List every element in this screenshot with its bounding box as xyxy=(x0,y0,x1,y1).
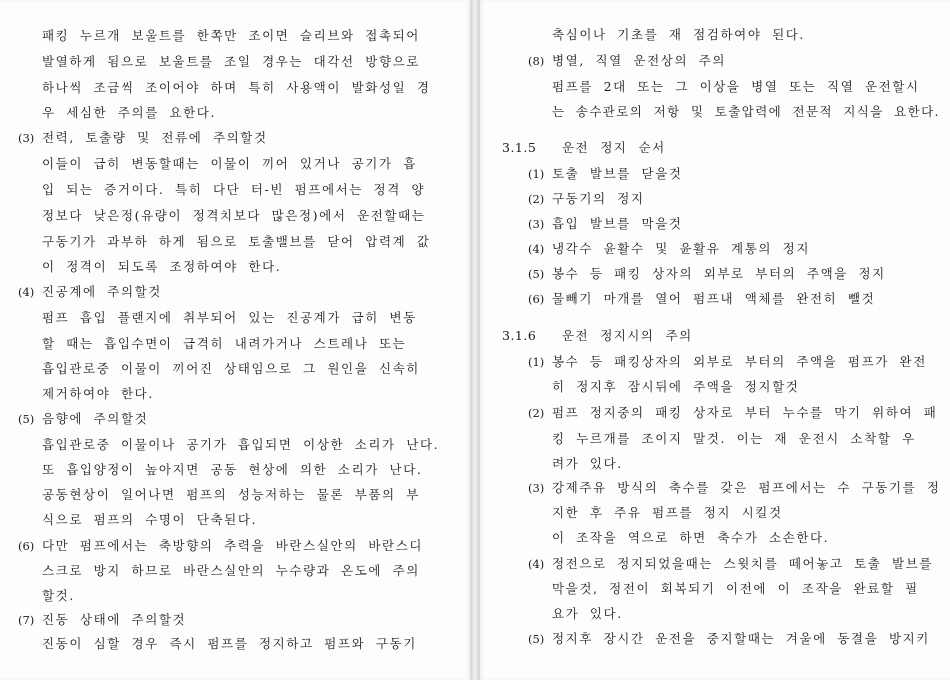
text-line: 지한 후 주유 펌프를 정지 시킬것 xyxy=(552,505,783,520)
text-line: 구동기가 과부하 하게 됨으로 토출밸브를 닫어 압력계 값 xyxy=(42,234,431,249)
text-line: 식으로 펌프의 수명이 단축된다. xyxy=(42,512,258,527)
text-line: 는 송수관로의 저항 및 토출압력에 전문적 지식을 요한다. xyxy=(552,104,940,119)
text-line: 할 때는 흡입수면이 급격히 내려가거나 스트레나 또는 xyxy=(42,336,407,351)
left-page xyxy=(0,0,470,680)
text-line: 정보다 낮은정(유량이 정격치보다 많은정)에서 운전할때는 xyxy=(42,208,426,223)
text-line: 진동이 심할 경우 즉시 펌프를 정지하고 펌프와 구동기 xyxy=(42,636,417,651)
item-marker: (4) xyxy=(18,285,35,299)
step-item: 물빼기 마개를 열어 펌프내 액체를 완전히 뺄것 xyxy=(552,291,876,306)
text-line: 발열하게 됨으로 보울트를 조일 경우는 대각선 방향으로 xyxy=(42,54,420,69)
text-line: 강제주유 방식의 축수를 갖은 펌프에서는 수 구동기를 정 xyxy=(552,480,941,495)
text-line: 이 정격이 되도록 조정하여야 한다. xyxy=(42,259,282,274)
step-item: 봉수 등 패킹 상자의 외부로 부터의 주액을 정지 xyxy=(552,266,886,281)
item-marker: (8) xyxy=(528,54,545,68)
text-line: 축심이나 기초를 재 점검하여야 된다. xyxy=(552,27,805,42)
text-line: 요가 있다. xyxy=(552,606,623,621)
item-marker: (4) xyxy=(528,557,545,571)
text-line: 히 정지후 잠시뒤에 주액을 정지할것 xyxy=(552,379,800,394)
text-line: 려가 있다. xyxy=(552,456,623,471)
item-heading: 진공계에 주의할것 xyxy=(42,284,162,299)
step-marker: (4) xyxy=(528,242,545,256)
step-marker: (2) xyxy=(528,192,545,206)
item-marker: (7) xyxy=(18,613,35,627)
text-line: 이 조작을 역으로 하면 축수가 소손한다. xyxy=(552,530,830,545)
item-marker: (3) xyxy=(18,131,35,145)
section-number: 3.1.5 xyxy=(502,140,537,155)
text-line: 막을것, 정전이 회복되기 이전에 이 조작을 완료할 필 xyxy=(552,581,919,596)
text-line: 흡입관로중 이물이나 공기가 흡입되면 이상한 소리가 난다. xyxy=(42,437,440,452)
step-item: 구동기의 정지 xyxy=(552,191,645,206)
item-heading: 음향에 주의할것 xyxy=(42,411,149,426)
text-line: 정지후 장시간 운전을 중지할때는 겨울에 동결을 방지키 xyxy=(552,631,930,646)
item-marker: (3) xyxy=(528,481,545,495)
text-line: 공동현상이 일어나면 펌프의 성능저하는 물론 부품의 부 xyxy=(42,487,420,502)
step-item: 흡입 발브를 막을것 xyxy=(552,216,683,231)
text-line: 펌프 흡입 플랜지에 취부되어 있는 진공계가 급히 변동 xyxy=(42,310,417,325)
section-heading-3-1-6 xyxy=(502,328,693,344)
text-line: 흡입관로중 이물이 끼어진 상태임으로 그 원인을 신속히 xyxy=(42,361,420,376)
item-heading: 전력, 토출량 및 전류에 주의할것 xyxy=(42,130,268,145)
text-line: 정전으로 정지되었을때는 스윗치를 떼어놓고 토출 발브를 xyxy=(552,556,934,571)
text-line: 우 세심한 주의를 요한다. xyxy=(42,105,217,120)
step-item: 토출 발브를 닫을것 xyxy=(552,166,683,181)
item-heading: 진동 상태에 주의할것 xyxy=(42,612,187,627)
page-gutter xyxy=(470,0,480,680)
section-number: 3.1.6 xyxy=(502,328,537,343)
item-marker: (2) xyxy=(528,406,545,420)
text-line: 킹 누르개를 조이지 말것. 이는 재 운전시 소착할 우 xyxy=(552,431,916,446)
text-line: 패킹 누르개 보울트를 한쪽만 조이면 슬리브와 접촉되어 xyxy=(42,28,420,43)
text-line: 이들이 급히 변동할때는 이물이 끼어 있거나 공기가 흡 xyxy=(42,156,417,171)
item-marker: (5) xyxy=(18,412,35,426)
text-line: 다만 펌프에서는 축방향의 추력을 바란스실안의 바란스디 xyxy=(42,538,424,553)
item-marker: (5) xyxy=(528,632,545,646)
text-line: 할것. xyxy=(42,588,75,603)
text-line: 펌프를 2대 또는 그 이상을 병열 또는 직열 운전할시 xyxy=(552,79,920,94)
item-marker: (1) xyxy=(528,355,545,369)
text-line: 봉수 등 패킹상자의 외부로 부터의 주액을 펌프가 완전 xyxy=(552,354,927,369)
item-marker: (6) xyxy=(18,539,35,553)
section-title: 운전 정지 순서 xyxy=(562,140,666,155)
item-heading: 병열, 직열 운전상의 주의 xyxy=(552,53,727,68)
step-marker: (6) xyxy=(528,292,545,306)
text-line: 또 흡입양정이 높아지면 공동 현상에 의한 소리가 난다. xyxy=(42,462,423,477)
step-marker: (1) xyxy=(528,167,545,181)
step-marker: (5) xyxy=(528,267,545,281)
text-line: 입 되는 증거이다. 특히 다단 터-빈 펌프에서는 정격 양 xyxy=(42,182,426,197)
text-line: 제거하여야 한다. xyxy=(42,386,154,401)
right-page xyxy=(480,0,950,680)
step-item: 냉각수 윤활수 및 윤활유 계통의 정지 xyxy=(552,241,810,256)
text-line: 스크로 방지 하므로 바란스실안의 누수량과 온도에 주의 xyxy=(42,563,420,578)
text-line: 펌프 정지중의 패킹 상자로 부터 누수를 막기 위하여 패 xyxy=(552,405,938,420)
section-title: 운전 정지시의 주의 xyxy=(562,328,693,343)
section-heading-3-1-5 xyxy=(502,140,666,156)
text-line: 하나씩 조금씩 조이어야 하며 특히 사용액이 발화성일 경 xyxy=(42,80,431,95)
step-marker: (3) xyxy=(528,217,545,231)
